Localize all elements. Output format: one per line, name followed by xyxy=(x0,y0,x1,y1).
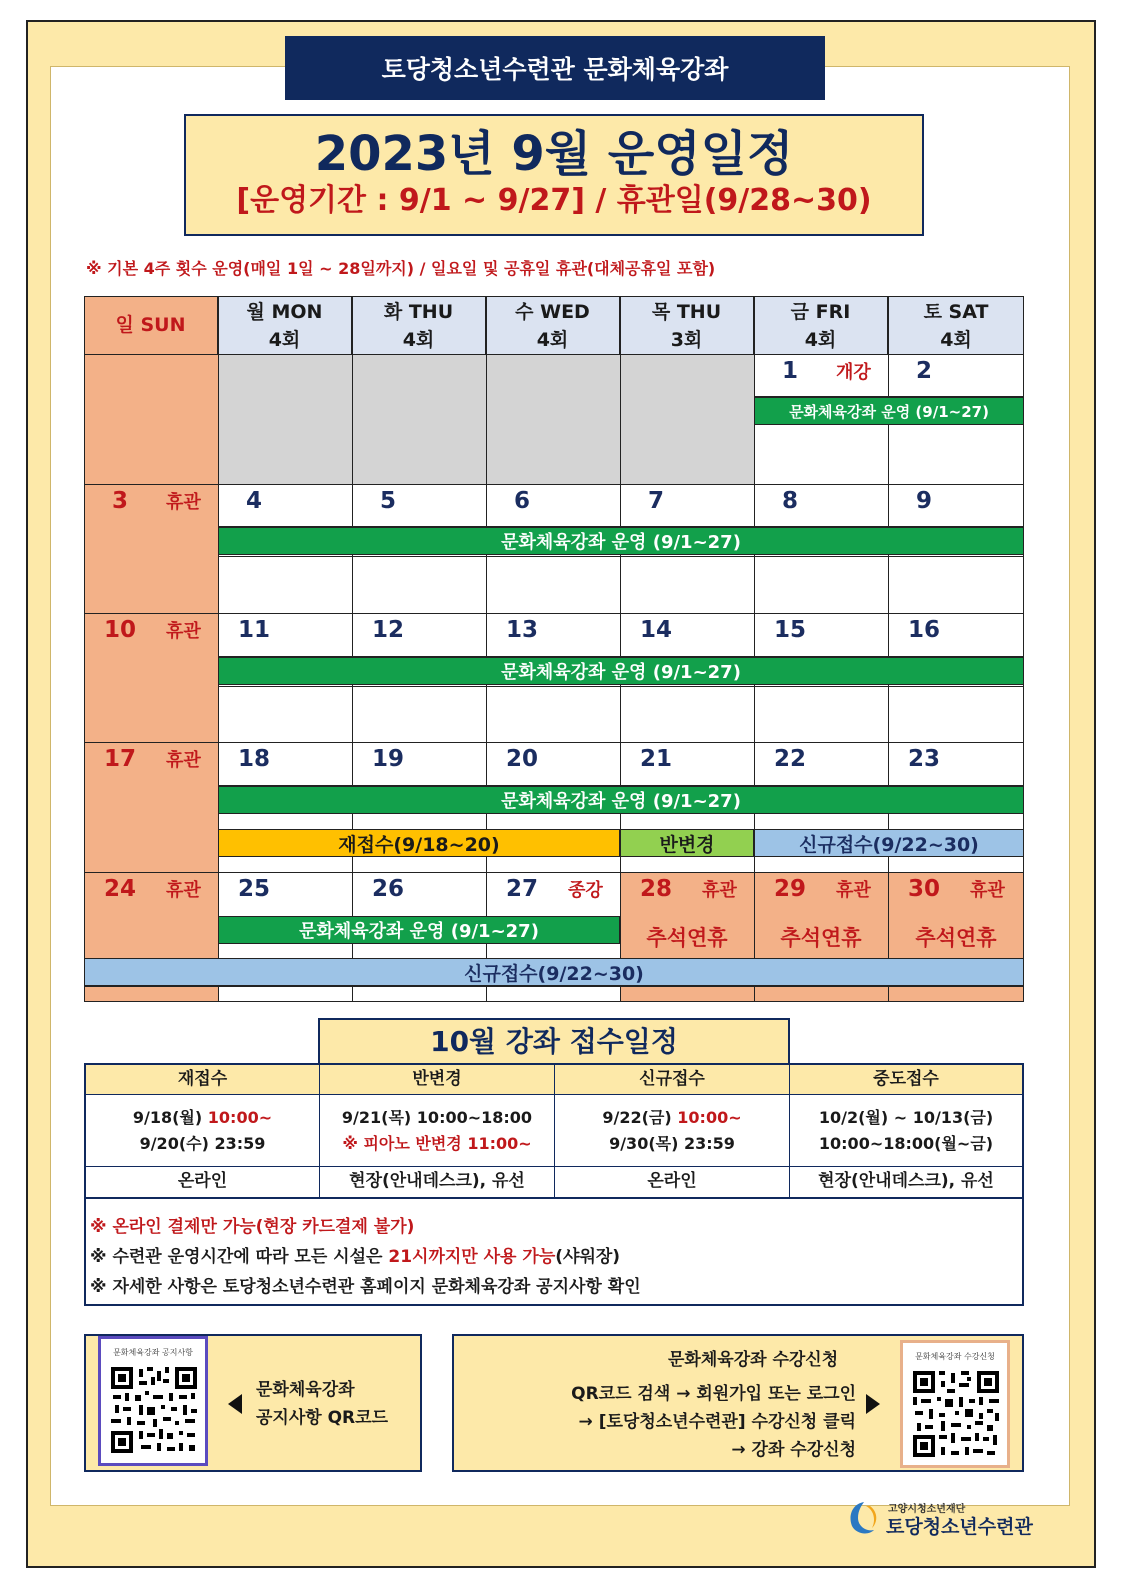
new-apply-bar-week4: 신규접수(9/22~30) xyxy=(754,829,1024,857)
october-col-new-apply xyxy=(555,1065,790,1197)
qr-code-register[interactable] xyxy=(911,1369,1001,1459)
header-thu xyxy=(620,296,754,354)
header-tue xyxy=(352,296,486,354)
chuseok-30: 추석연휴 xyxy=(915,926,997,950)
closed-tag-24: 휴관 xyxy=(166,880,201,901)
note-facility-highlight: 21시까지만 사용 가능 xyxy=(388,1247,556,1267)
qr-register-title: 문화체육강좌 수강신청 xyxy=(668,1350,839,1370)
operation-bar-week4: 문화체육강좌 운영 (9/1~27) xyxy=(218,786,1024,814)
operation-bar-week5: 문화체육강좌 운영 (9/1~27) xyxy=(218,916,620,944)
closed-tag-30: 휴관 xyxy=(970,880,1005,901)
logo-foundation-name: 고양시청소년재단 xyxy=(888,1504,966,1515)
chuseok-28: 추석연휴 xyxy=(646,926,728,950)
qr-register-box xyxy=(452,1334,1024,1472)
note-facility-hours xyxy=(90,1242,1022,1272)
header-wed xyxy=(486,296,620,354)
qr-register-steps xyxy=(546,1380,856,1464)
sub-title: [운영기간 : 9/1 ~ 9/27] / 휴관일(9/28~30) xyxy=(236,183,872,218)
header-sat xyxy=(888,296,1024,354)
october-title: 10월 강좌 접수일정 xyxy=(318,1018,790,1064)
qr-register-step1: QR코드 검색 → 회원가입 또는 로그인 xyxy=(571,1384,856,1404)
october-method: 온라인 xyxy=(647,1171,697,1191)
qr-register-step3: → 강좌 수강신청 xyxy=(731,1440,856,1460)
operation-bar-week3: 문화체육강좌 운영 (9/1~27) xyxy=(218,657,1024,685)
day-29: 29 xyxy=(774,876,807,902)
day-13: 13 xyxy=(506,617,539,643)
october-header: 중도접수 xyxy=(790,1065,1022,1095)
day-28: 28 xyxy=(640,876,673,902)
october-date-start: 9/21(목) 10:00~18:00 xyxy=(341,1108,533,1127)
logo-center-name: 토당청소년수련관 xyxy=(886,1516,1033,1538)
org-title: 토당청소년수련관 문화체육강좌 xyxy=(285,36,825,100)
day-19: 19 xyxy=(372,746,405,772)
logo-icon xyxy=(844,1498,884,1538)
header-sun xyxy=(84,296,218,354)
header-tue-count: 4회 xyxy=(402,329,435,351)
calendar xyxy=(84,296,1024,1002)
header-sun-label: 일 SUN xyxy=(115,314,186,336)
header-fri-label: 금 FRI xyxy=(790,301,851,323)
header-sat-count: 4회 xyxy=(940,329,972,351)
qr-notice-caption: 문화체육강좌 공지사항 xyxy=(113,1348,193,1357)
header-fri-count: 4회 xyxy=(804,329,837,351)
note-facility-shower: (샤워장) xyxy=(555,1247,621,1267)
qr-notice-line1: 문화체육강좌 xyxy=(256,1380,355,1400)
day-7: 7 xyxy=(648,488,665,514)
day-5: 5 xyxy=(380,488,397,514)
closed-tag-17: 휴관 xyxy=(166,750,201,771)
october-dates xyxy=(320,1095,554,1167)
october-date-end: 10:00~18:00(월~금) xyxy=(818,1134,994,1153)
header-tue-label: 화 THU xyxy=(383,301,454,323)
day-23: 23 xyxy=(908,746,941,772)
day-11: 11 xyxy=(238,617,271,643)
header-mon xyxy=(218,296,352,354)
qr-notice-line2: 공지사항 QR코드 xyxy=(256,1408,388,1428)
foundation-logo xyxy=(844,1496,1034,1540)
day-14: 14 xyxy=(640,617,673,643)
chuseok-29: 추석연휴 xyxy=(780,926,862,950)
october-method: 온라인 xyxy=(177,1171,228,1191)
closed-tag-28: 휴관 xyxy=(702,880,737,901)
header-fri xyxy=(754,296,888,354)
day-17: 17 xyxy=(104,746,137,772)
day-9: 9 xyxy=(916,488,933,514)
day-24: 24 xyxy=(104,876,137,902)
basic-note: ※ 기본 4주 횟수 운영(매일 1일 ~ 28일까지) / 일요일 및 공휴일 휴관(대체공휴일 포함) xyxy=(86,259,716,278)
header-thu-count: 3회 xyxy=(670,329,703,351)
day-18: 18 xyxy=(238,746,271,772)
qr-notice-text xyxy=(256,1376,388,1432)
title-box xyxy=(184,114,924,236)
open-tag: 개강 xyxy=(836,362,871,383)
arrow-left-icon xyxy=(228,1394,242,1414)
october-dates xyxy=(555,1095,789,1167)
october-date-start: 9/18(월) xyxy=(132,1108,208,1127)
october-date-start: 10/2(월) ~ 10/13(금) xyxy=(818,1108,994,1127)
day-21: 21 xyxy=(640,746,673,772)
october-col-reapply xyxy=(86,1065,320,1197)
sunday-column xyxy=(84,354,218,1002)
day-12: 12 xyxy=(372,617,405,643)
reapply-bar: 재접수(9/18~20) xyxy=(218,829,620,857)
qr-register-step2: → [토당청소년수련관] 수강신청 클릭 xyxy=(578,1412,856,1432)
end-tag: 종강 xyxy=(568,880,603,901)
day-26: 26 xyxy=(372,876,405,902)
october-header: 반변경 xyxy=(320,1065,554,1095)
october-time-start: 10:00~ xyxy=(207,1108,273,1127)
day-1: 1 xyxy=(782,358,799,384)
qr-register-caption: 문화체육강좌 수강신청 xyxy=(915,1352,995,1361)
qr-code-notice[interactable] xyxy=(109,1365,199,1455)
october-header: 재접수 xyxy=(86,1065,319,1095)
notes-box xyxy=(84,1198,1024,1306)
day-20: 20 xyxy=(506,746,539,772)
day-3: 3 xyxy=(112,488,129,514)
header-mon-label: 월 MON xyxy=(246,301,323,323)
main-title: 2023년 9월 운영일정 xyxy=(314,126,794,182)
day-16: 16 xyxy=(908,617,941,643)
day-4: 4 xyxy=(246,488,263,514)
note-facility-text: ※ 수련관 운영시간에 따라 모든 시설은 xyxy=(90,1247,389,1267)
header-thu-label: 목 THU xyxy=(651,301,722,323)
october-dates xyxy=(86,1095,319,1167)
piano-note: ※ 피아노 반변경 11:00~ xyxy=(342,1134,532,1153)
qr-register-frame xyxy=(900,1340,1010,1468)
october-table xyxy=(84,1063,1024,1199)
qr-notice-box xyxy=(84,1334,422,1472)
operation-bar-week2: 문화체육강좌 운영 (9/1~27) xyxy=(218,527,1024,555)
october-date-start: 9/22(금) xyxy=(602,1108,678,1127)
day-25: 25 xyxy=(238,876,271,902)
closed-tag-29: 휴관 xyxy=(836,880,871,901)
note-homepage: ※ 자세한 사항은 토당청소년수련관 홈페이지 문화체육강좌 공지사항 확인 xyxy=(90,1277,641,1297)
day-22: 22 xyxy=(774,746,807,772)
october-header: 신규접수 xyxy=(555,1065,789,1095)
october-time-start: 10:00~ xyxy=(677,1108,742,1127)
header-wed-count: 4회 xyxy=(536,329,569,351)
october-date-end: 9/30(목) 23:59 xyxy=(609,1134,735,1153)
october-col-class-change xyxy=(320,1065,555,1197)
october-dates xyxy=(790,1095,1022,1167)
header-wed-label: 수 WED xyxy=(515,301,590,323)
qr-notice-frame xyxy=(98,1336,208,1466)
october-method: 현장(안내데스크), 유선 xyxy=(818,1171,994,1191)
october-col-midterm xyxy=(790,1065,1022,1197)
day-30: 30 xyxy=(908,876,941,902)
class-change-bar: 반변경 xyxy=(620,829,754,857)
october-date-end: 9/20(수) 23:59 xyxy=(139,1134,266,1153)
day-2: 2 xyxy=(916,358,933,384)
header-sat-label: 토 SAT xyxy=(923,301,989,323)
october-method: 현장(안내데스크), 유선 xyxy=(349,1171,525,1191)
day-8: 8 xyxy=(782,488,799,514)
operation-bar-week1: 문화체육강좌 운영 (9/1~27) xyxy=(754,397,1024,425)
day-10: 10 xyxy=(104,617,137,643)
closed-tag-10: 휴관 xyxy=(166,621,201,642)
header-mon-count: 4회 xyxy=(268,329,301,351)
day-27: 27 xyxy=(506,876,539,902)
new-apply-bar-week5: 신규접수(9/22~30) xyxy=(84,958,1024,986)
day-15: 15 xyxy=(774,617,807,643)
arrow-right-icon xyxy=(866,1394,880,1414)
closed-tag-3: 휴관 xyxy=(166,492,201,513)
note-online-payment: ※ 온라인 결제만 가능(현장 카드결제 불가) xyxy=(90,1217,415,1237)
day-6: 6 xyxy=(514,488,531,514)
